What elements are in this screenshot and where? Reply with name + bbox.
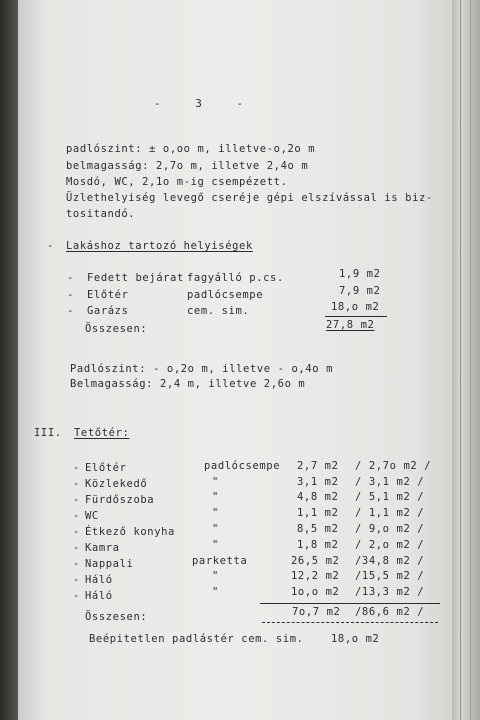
room-area-alt: / 2,o m2 /	[355, 539, 425, 551]
room-area: 1,9 m2	[339, 268, 381, 280]
row-dash: -	[73, 574, 80, 586]
room-area-alt: / 2,7o m2 /	[355, 460, 432, 472]
room-material: "	[212, 523, 219, 535]
room-area-alt: / 3,1 m2 /	[355, 476, 425, 488]
intro-line: Mosdó, WC, 2,1o m-ig csempézett.	[66, 176, 288, 188]
total-value: 7o,7 m2	[292, 606, 341, 618]
unbuilt-attic-area: 18,o m2	[331, 633, 380, 645]
room-area-alt: / 5,1 m2 /	[355, 491, 425, 503]
row-dash: -	[67, 272, 74, 284]
room-material: padlócsempe	[187, 289, 264, 301]
row-dash: -	[73, 478, 80, 490]
row-dash: -	[67, 305, 74, 317]
room-area: 7,9 m2	[339, 285, 381, 297]
room-area-alt: /15,5 m2 /	[355, 570, 425, 582]
row-dash: -	[73, 526, 80, 538]
sum-rule	[260, 603, 440, 604]
room-material: "	[212, 586, 219, 598]
total-label: Összesen:	[85, 611, 148, 623]
room-material: "	[212, 507, 219, 519]
room-name: Előtér	[87, 289, 129, 301]
room-area-alt: / 9,o m2 /	[355, 523, 425, 535]
row-dash: -	[73, 558, 80, 570]
total-label: Összesen:	[85, 323, 148, 335]
unbuilt-attic-label: Beépitetlen padlástér cem. sim.	[89, 633, 304, 645]
room-area: 1,1 m2	[297, 507, 339, 519]
room-area: 18,o m2	[331, 301, 380, 313]
room-name: Háló	[85, 590, 113, 602]
intro-line: tositandó.	[66, 208, 136, 220]
room-area: 1o,o m2	[291, 586, 340, 598]
section-heading: Lakáshoz tartozó helyiségek	[66, 240, 253, 252]
room-material: "	[212, 476, 219, 488]
room-name: Fedett bejárat	[87, 272, 184, 284]
room-area-alt: /34,8 m2 /	[355, 555, 425, 567]
floor-note: Padlószint: - o,2o m, illetve - o,4o m	[70, 363, 334, 375]
room-material: padlócsempe	[204, 460, 281, 472]
room-area-alt: /13,3 m2 /	[355, 586, 425, 598]
row-dash: -	[67, 289, 74, 301]
room-material: "	[212, 570, 219, 582]
section-heading: Tetőtér:	[74, 427, 130, 439]
page-number: - 3 -	[154, 97, 258, 110]
row-dash: -	[73, 494, 80, 506]
room-name: Garázs	[87, 305, 129, 317]
room-area-alt: / 1,1 m2 /	[355, 507, 425, 519]
intro-line: belmagasság: 2,7o m, illetve 2,4o m	[66, 160, 309, 172]
total-value: 27,8 m2	[326, 319, 375, 331]
floor-note: Belmagasság: 2,4 m, illetve 2,6o m	[70, 378, 306, 390]
room-name: Kamra	[85, 542, 120, 554]
room-area: 26,5 m2	[291, 555, 340, 567]
room-area: 1,8 m2	[297, 539, 339, 551]
room-area: 8,5 m2	[297, 523, 339, 535]
room-material: "	[212, 539, 219, 551]
room-area: 12,2 m2	[291, 570, 340, 582]
room-area: 3,1 m2	[297, 476, 339, 488]
section-dash: -	[47, 240, 54, 252]
section-number: III.	[34, 427, 62, 439]
row-dash: -	[73, 590, 80, 602]
room-name: Nappali	[85, 558, 134, 570]
total-underline	[262, 622, 438, 623]
row-dash: -	[73, 542, 80, 554]
room-name: Közlekedő	[85, 478, 148, 490]
stacked-pages-edge	[452, 0, 480, 720]
room-name: Fürdőszoba	[85, 494, 155, 506]
room-material: cem. sim.	[187, 305, 250, 317]
row-dash: -	[73, 462, 80, 474]
room-area: 4,8 m2	[297, 491, 339, 503]
room-name: Előtér	[85, 462, 127, 474]
intro-line: padlószint: ± o,oo m, illetve-o,2o m	[66, 143, 316, 155]
intro-line: Üzlethelyiség levegő cseréje gépi elszívással is biz-	[66, 192, 433, 204]
room-area: 2,7 m2	[297, 460, 339, 472]
sum-rule	[325, 316, 387, 317]
total-value-alt: /86,6 m2 /	[355, 606, 425, 618]
row-dash: -	[73, 510, 80, 522]
room-name: Étkező konyha	[85, 526, 175, 538]
room-name: Háló	[85, 574, 113, 586]
room-material: fagyálló p.cs.	[187, 272, 284, 284]
room-material: "	[212, 491, 219, 503]
room-material: parketta	[192, 555, 248, 567]
room-name: WC	[85, 510, 99, 522]
